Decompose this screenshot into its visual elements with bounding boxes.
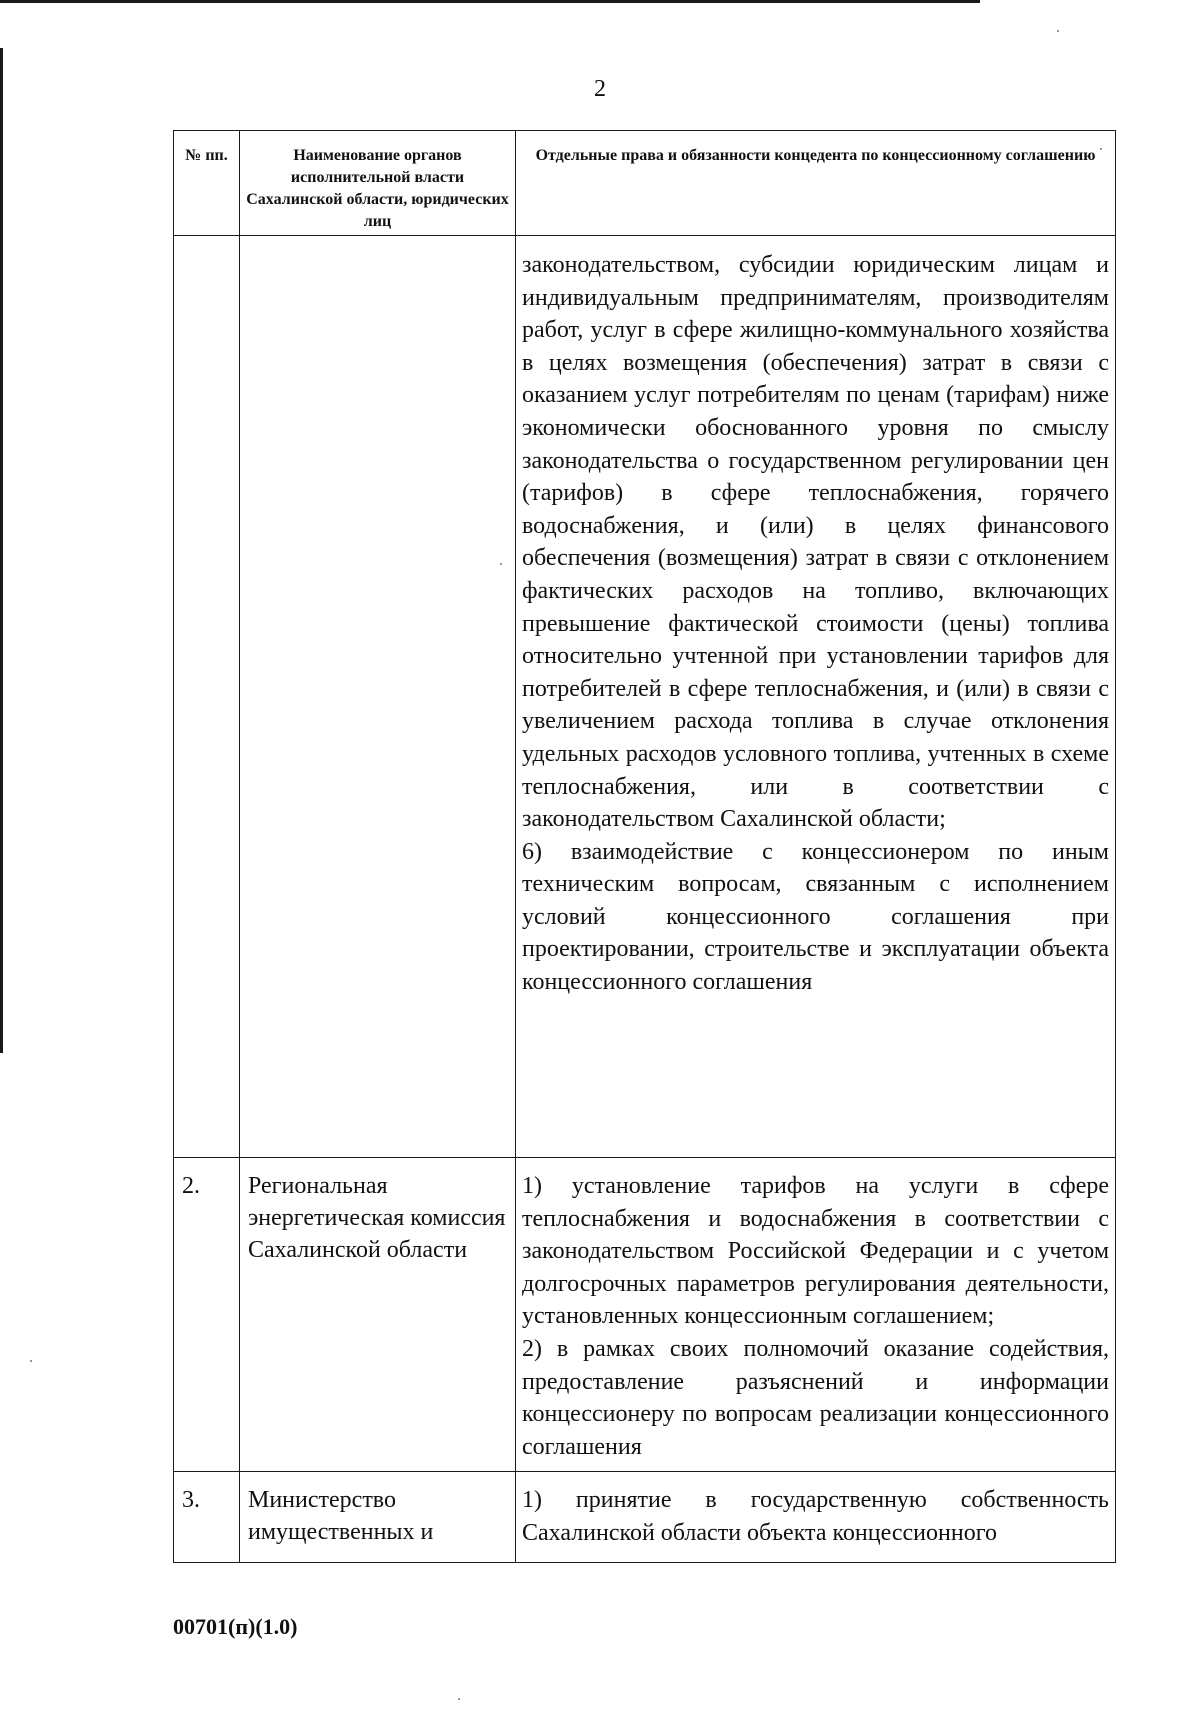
table-row [174, 1472, 1116, 1563]
header-rights: Отдельные права и обязанности концедента по концессионному соглашению [516, 131, 1116, 236]
table-row [174, 236, 1116, 1158]
scan-edge-top [0, 0, 980, 3]
row-number [174, 236, 240, 1158]
rights-paragraph: 6) взаимодействие с концессионером по иным техническим вопросам, связанным с исполнением условий концессионного соглашения при проектировании, строительстве и эксплуатации объекта концессионного соглашения [522, 838, 1109, 996]
rights-paragraph: 1) установление тарифов на услуги в сфере теплоснабжения и водоснабжения в соответствии с законодательством Российской Федерации и с учетом долгосрочных параметров регулирования деятельности, установленных концессионным соглашением; [522, 1173, 1109, 1330]
row-rights-cell [516, 1158, 1116, 1472]
row-rights-cell [516, 236, 1116, 1158]
row-organization [240, 236, 516, 1158]
scan-speck [1057, 30, 1059, 32]
row-number: 3. [174, 1472, 240, 1563]
scan-speck [500, 563, 502, 565]
page-number: 2 [594, 76, 606, 102]
row-number: 2. [174, 1158, 240, 1472]
row-organization: Министерство имущественных и [240, 1472, 516, 1563]
document-code: 00701(п)(1.0) [173, 1614, 298, 1639]
table-row [174, 1158, 1116, 1472]
row-organization: Региональная энергетическая комиссия Сахалинской области [240, 1158, 516, 1472]
scan-edge-left [0, 48, 3, 1053]
rights-paragraph: 1) принятие в государственную собственность Сахалинской области объекта концессионного [522, 1487, 1109, 1546]
header-num: № пп. [174, 131, 240, 236]
header-organization: Наименование органов исполнительной власти Сахалинской области, юридических лиц [240, 131, 516, 236]
table-header-row [174, 131, 1116, 236]
scan-speck [30, 1360, 32, 1362]
concession-rights-table [173, 130, 1116, 1563]
rights-paragraph: 2) в рамках своих полномочий оказание содействия, предоставление разъяснений и информации концессионеру по вопросам реализации концессионного соглашения [522, 1335, 1109, 1460]
scan-speck [1100, 148, 1102, 150]
scan-speck [458, 1698, 460, 1700]
row-rights-cell [516, 1472, 1116, 1563]
rights-paragraph: законодательством, субсидии юридическим лицам и индивидуальным предпринимателям, производителям работ, услуг в сфере жилищно-коммунального хозяйства в целях возмещения (обеспечения) затрат в связи с оказанием услуг потребителям по ценам (тарифам) ниже экономически обоснованного уровня по смыслу законодательства о государственном регулировании цен (тарифов) в сфере теплоснабжения, горячего водоснабжения, и (или) в целях финансового обеспечения (возмещения) затрат в связи с отклонением фактических расходов на топливо, включающих превышение фактической стоимости (цены) топлива относительно учтенной при установлении тарифов для потребителей в сфере теплоснабжения, и (или) в связи с увеличением расхода топлива в случае отклонения удельных расходов условного топлива, учтенных в схеме теплоснабжения, или в соответствии с законодательством Сахалинской области; [522, 252, 1109, 833]
